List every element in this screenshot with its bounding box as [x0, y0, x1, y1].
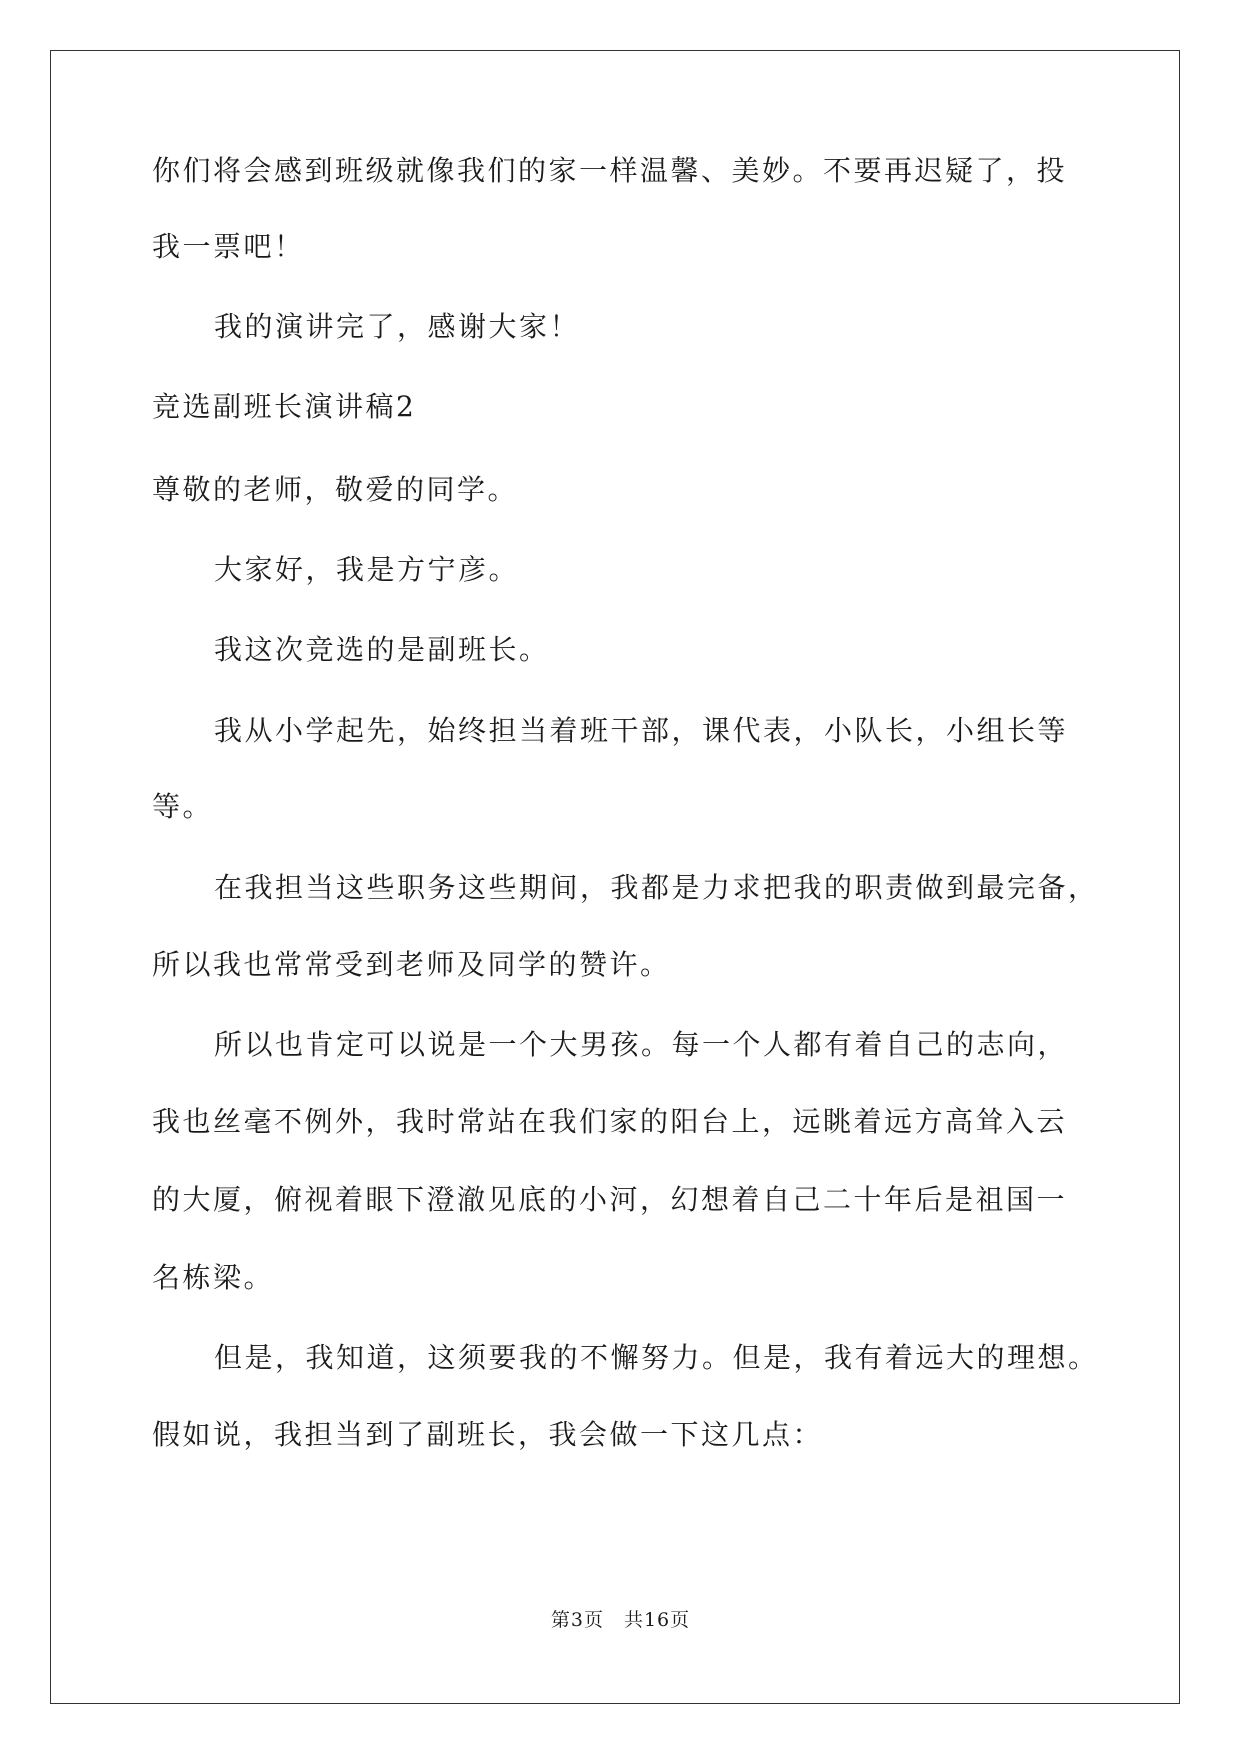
paragraph-line: 我的演讲完了，感谢大家！ [214, 310, 581, 343]
greeting-line: 尊敬的老师，敬爱的同学。 [152, 473, 519, 506]
paragraph-line: 我从小学起先，始终担当着班干部，课代表，小队长，小组长等 [214, 714, 1069, 747]
paragraph-line: 在我担当这些职务这些期间，我都是力求把我的职责做到最完备， [214, 871, 1099, 904]
paragraph-line: 假如说，我担当到了副班长，我会做一下这几点： [152, 1418, 824, 1451]
paragraph-line: 但是，我知道，这须要我的不懈努力。但是，我有着远大的理想。 [214, 1341, 1099, 1374]
paragraph-line: 所以也肯定可以说是一个大男孩。每一个人都有着自己的志向， [214, 1028, 1069, 1061]
paragraph-line: 等。 [152, 790, 214, 823]
paragraph-line: 我这次竞选的是副班长。 [214, 633, 550, 666]
paragraph-line: 我一票吧！ [152, 230, 305, 263]
paragraph-line: 你们将会感到班级就像我们的家一样温馨、美妙。不要再迟疑了，投 [152, 154, 1068, 187]
total-pages: 共16页 [623, 1609, 691, 1631]
paragraph-line: 所以我也常常受到老师及同学的赞许。 [152, 948, 671, 981]
paragraph-line: 我也丝毫不例外，我时常站在我们家的阳台上，远眺着远方高耸入云 [152, 1105, 1068, 1138]
page-footer [0, 1608, 1241, 1632]
page-number: 第3页 [550, 1609, 604, 1631]
section-heading: 竞选副班长演讲稿2 [152, 390, 417, 423]
paragraph-line: 的大厦，俯视着眼下澄澈见底的小河，幻想着自己二十年后是祖国一 [152, 1183, 1068, 1216]
paragraph-line: 大家好，我是方宁彦。 [214, 553, 520, 586]
paragraph-line: 名栋梁。 [152, 1261, 275, 1294]
